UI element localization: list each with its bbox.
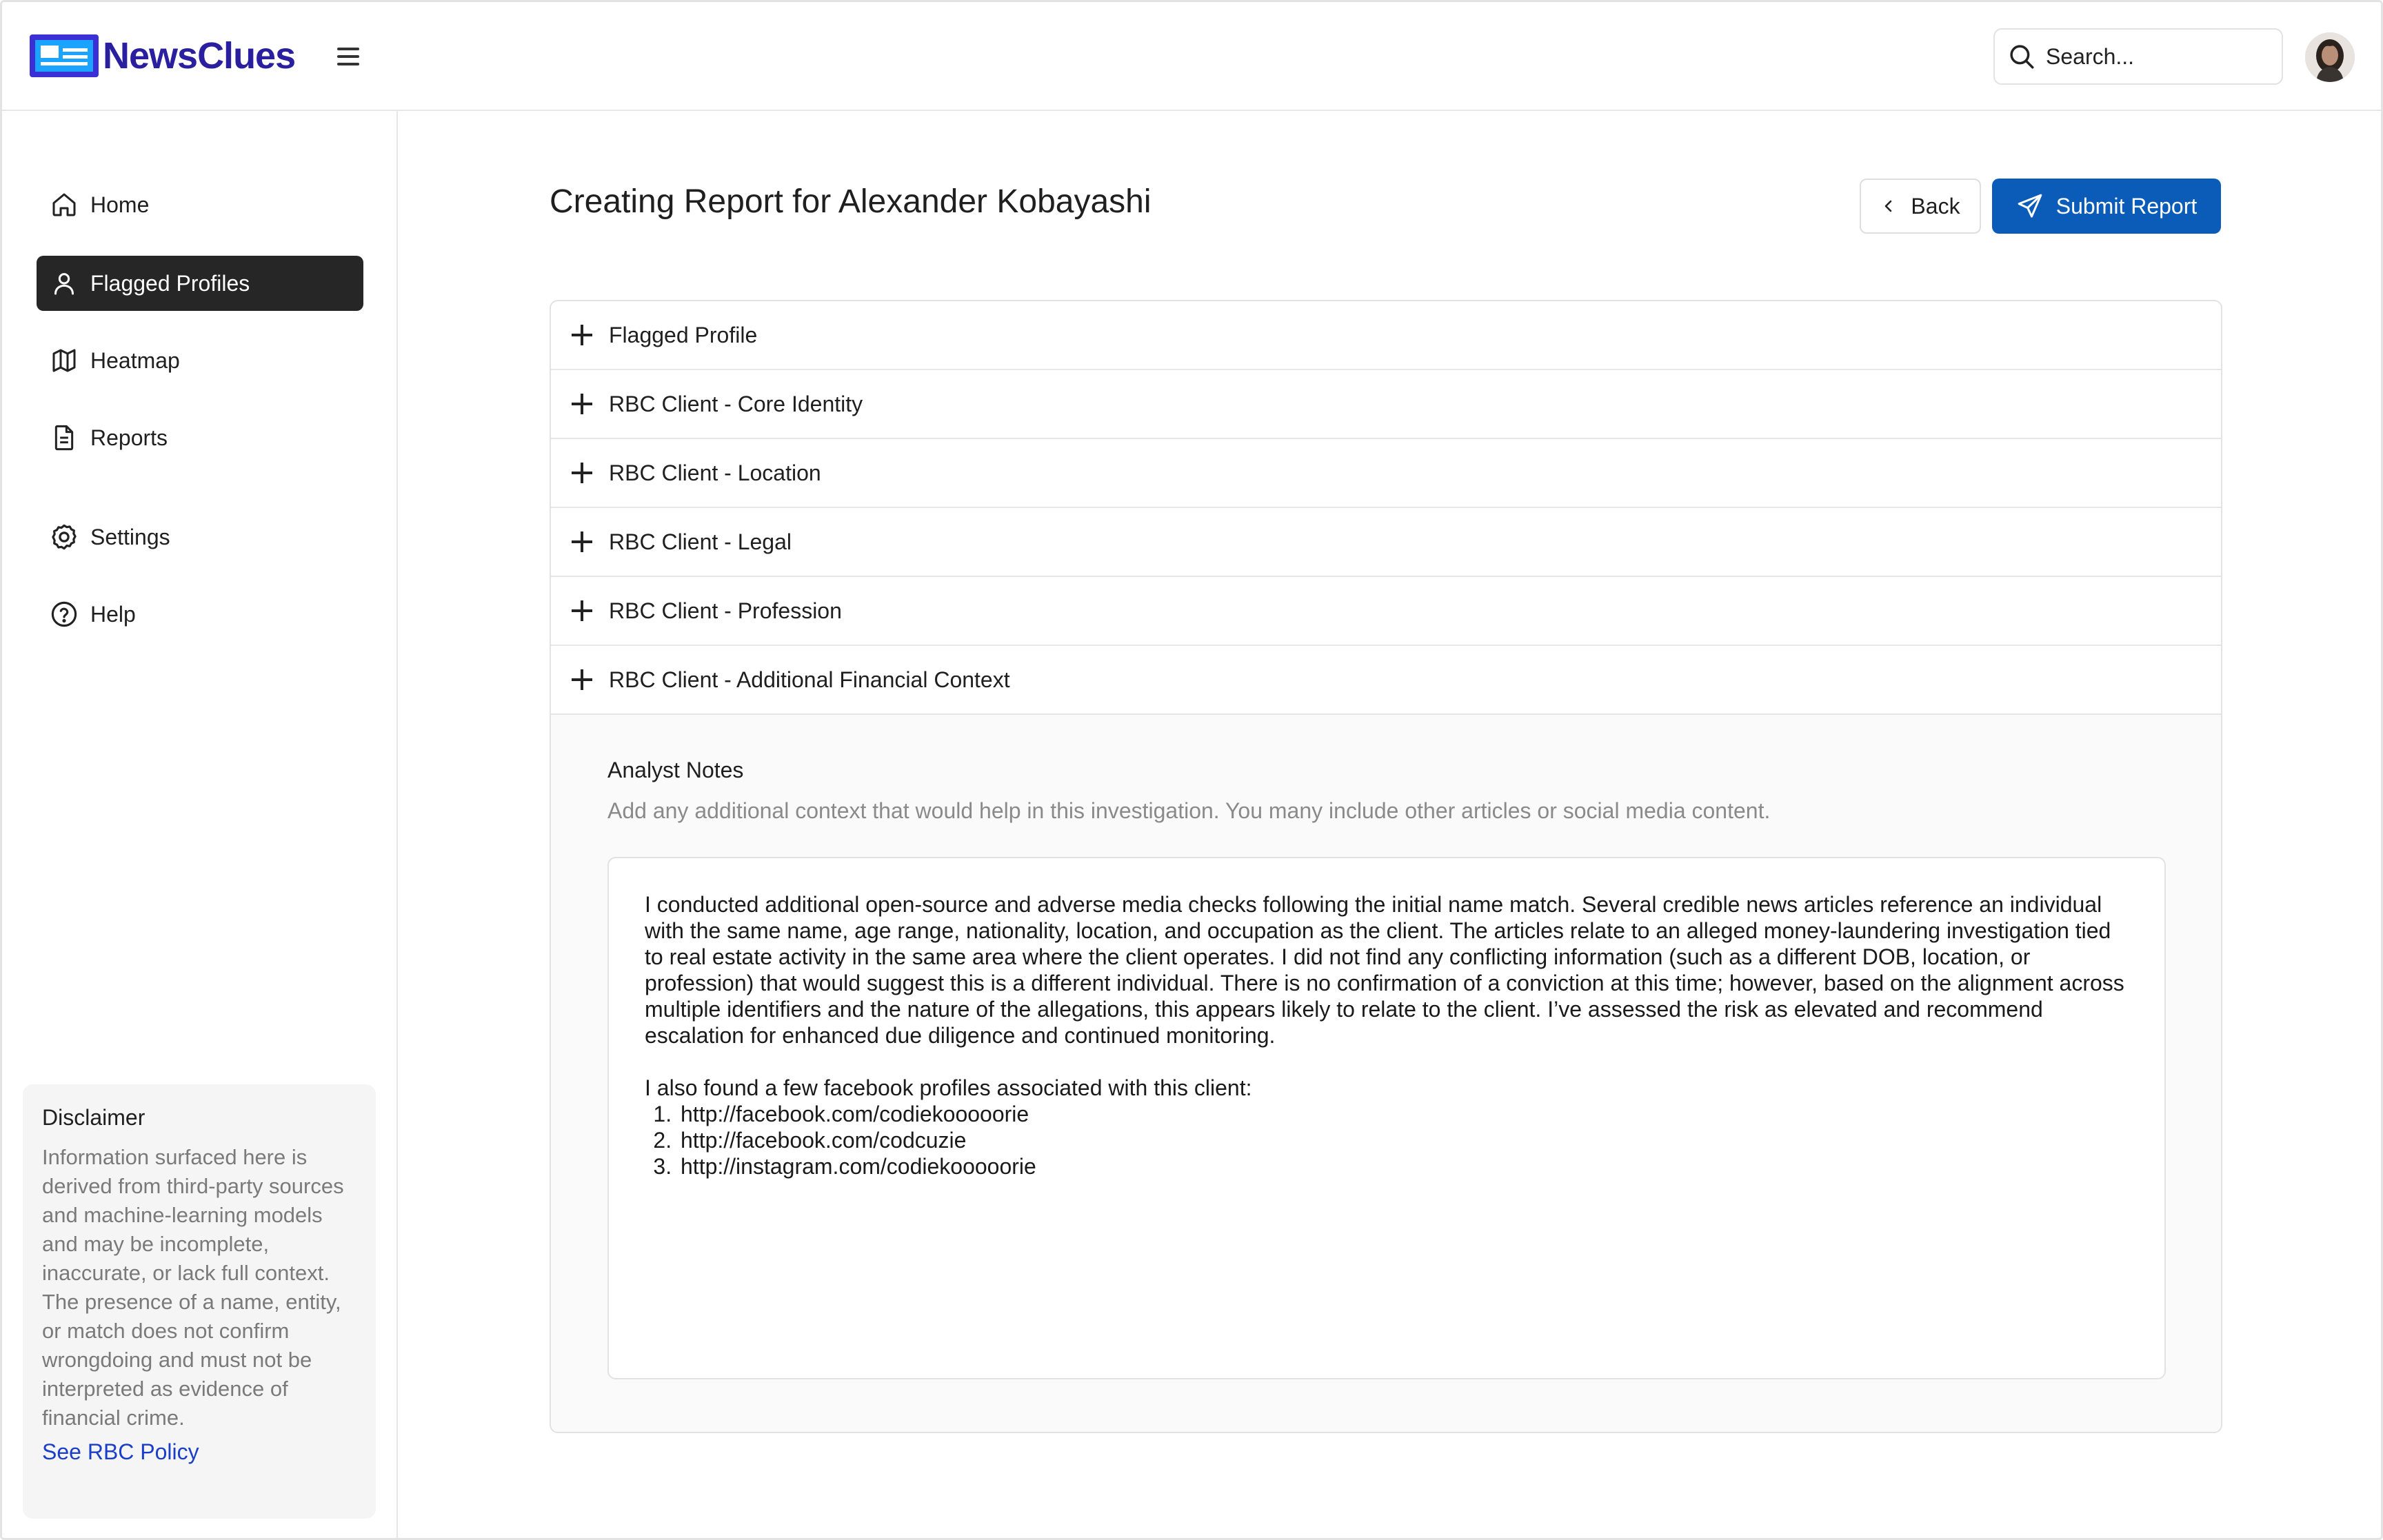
sidebar-item-home[interactable] [37,177,363,232]
page-title: Creating Report for Alexander Kobayashi [550,183,1152,220]
user-icon [49,268,79,298]
report-panel [550,300,2222,1433]
section-profession[interactable] [551,577,2221,646]
disclaimer-card [23,1084,376,1519]
search-input[interactable] [2046,44,2266,70]
menu-toggle-icon[interactable] [336,45,362,68]
app-name: NewsClues [103,35,296,77]
sidebar-item-label: Settings [90,524,170,549]
list-item: 2. http://facebook.com/codcuzie [678,1127,2129,1153]
user-avatar[interactable] [2305,32,2355,82]
sidebar-item-label: Reports [90,425,168,450]
back-button[interactable] [1860,179,1981,234]
analyst-notes-title: Analyst Notes [607,758,744,782]
plus-icon [570,668,594,691]
section-flagged-profile[interactable] [551,301,2221,370]
rbc-policy-link[interactable]: See RBC Policy [42,1439,199,1464]
notes-paragraph: I conducted additional open-source and adverse media checks following the initial name match. Several credible news articles reference an individual with the same name, age range, nationality, location, and occupation as the client. The articles relate to an alleged money-laundering investigation tied to real estate activity in the same area where the client operates. I did not find any conflicting information (such as a different DOB, location, or profession) that would suggest this is a different individual. There is no confirmation of a conviction at this time; however, based on the alignment across multiple identifiers and the nature of the allegations, this appears likely to relate to the client. I’ve assessed the risk as elevated and recommend escalation for enhanced due diligence and continued monitoring. [645,892,2124,1048]
search-icon [2007,42,2036,71]
section-label: RBC Client - Legal [609,529,792,554]
section-label: Flagged Profile [609,322,758,347]
sidebar-item-label: Heatmap [90,347,180,373]
search-box[interactable] [1993,28,2283,85]
plus-icon [570,599,594,622]
section-legal[interactable] [551,508,2221,577]
logo-mark-icon [30,34,99,77]
sidebar-item-label: Help [90,601,136,627]
sidebar-item-label: Home [90,192,150,217]
sidebar-item-heatmap[interactable] [37,333,363,388]
disclaimer-title: Disclaimer [42,1105,145,1130]
send-icon [2016,192,2044,220]
plus-icon [570,461,594,485]
gear-icon [49,522,79,552]
analyst-notes [551,715,2221,1379]
section-label: RBC Client - Core Identity [609,391,863,416]
plus-icon [570,530,594,554]
notes-links-intro: I also found a few facebook profiles associated with this client: [645,1075,1252,1100]
section-location[interactable] [551,439,2221,508]
chevron-left-icon [1880,198,1897,214]
section-label: RBC Client - Additional Financial Context [609,667,1010,692]
sidebar [2,111,398,1540]
submit-report-button[interactable] [1992,179,2221,234]
section-additional-financial-context[interactable] [551,646,2221,715]
sidebar-item-label: Flagged Profiles [90,270,250,296]
list-item: 1. http://facebook.com/codiekooooorie [678,1101,2129,1127]
plus-icon [570,392,594,416]
analyst-notes-textarea[interactable] [607,857,2166,1379]
sidebar-item-flagged-profiles[interactable] [37,256,363,311]
submit-button-label: Submit Report [2055,193,2198,219]
sidebar-item-help[interactable] [37,587,363,642]
document-icon [49,423,79,453]
disclaimer-text: Information surfaced here is derived from third-party sources and machine-learning models and may be incomplete, inaccurate, or lack full context. The presence of a name, entity, or match does not confirm wrongdoing and must not be interpreted as evidence of financial crime. [42,1145,344,1430]
list-item: 3. http://instagram.com/codiekooooorie [678,1153,2129,1179]
section-label: RBC Client - Location [609,460,821,485]
notes-link-list [678,1101,2129,1179]
analyst-notes-description: Add any additional context that would help in this investigation. You many include other articles or social media content. [607,798,1771,823]
section-label: RBC Client - Profession [609,598,842,623]
sidebar-item-settings[interactable] [37,509,363,565]
back-button-label: Back [1911,193,1960,219]
section-core-identity[interactable] [551,370,2221,439]
home-icon [49,190,79,220]
sidebar-item-reports[interactable] [37,410,363,465]
plus-icon [570,323,594,347]
map-icon [49,345,79,376]
top-header [2,2,2381,111]
app-logo[interactable] [30,34,295,78]
help-icon [49,599,79,629]
